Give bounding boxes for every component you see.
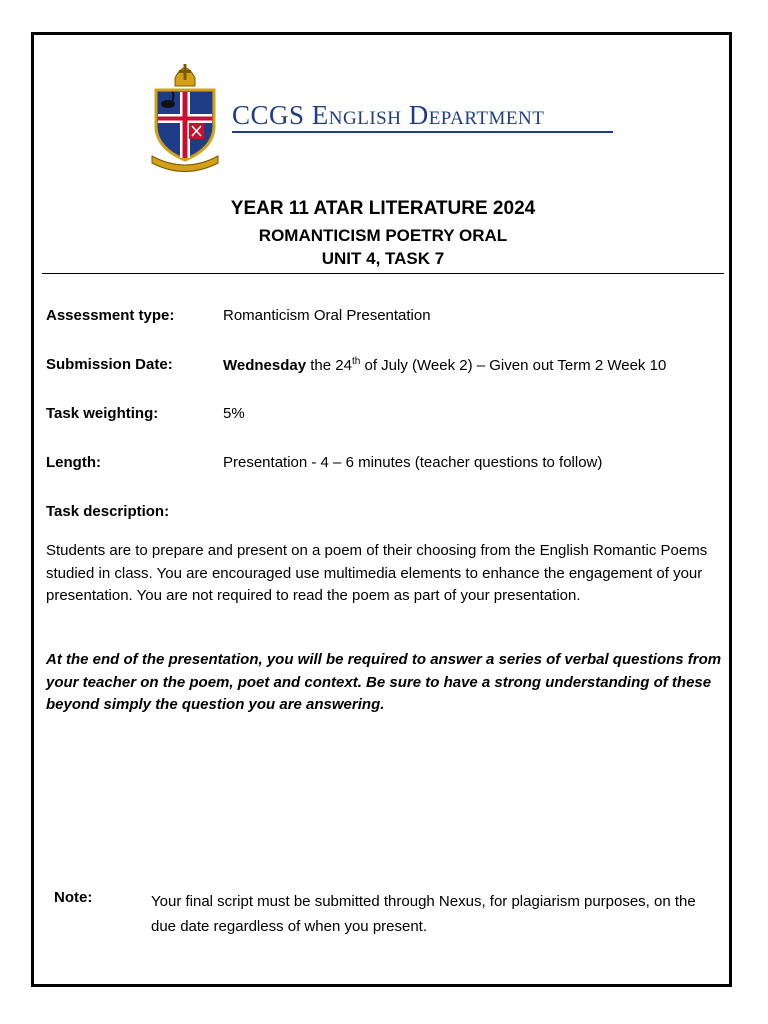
document-subtitle: ROMANTICISM POETRY ORAL <box>258 226 508 245</box>
submission-date-label: Submission Date: <box>46 356 173 373</box>
task-description-label: Task description: <box>46 503 170 520</box>
note-body: Your final script must be submitted through Nexus, for plagiarism purposes, on the due date regardless of when you present. <box>151 893 696 935</box>
department-title-rest: English Department <box>311 100 545 130</box>
length-value: Presentation - 4 – 6 minutes (teacher questions to follow) <box>223 454 603 471</box>
task-description-emphasis: At the end of the presentation, you will be required to answer a series of verbal questions from your teacher on the poem, poet and context. Be sure to have a strong understanding of these beyond simply the question you are answering. <box>46 651 722 713</box>
school-crest-logo <box>150 56 220 172</box>
department-title-underline <box>232 131 613 133</box>
department-title-first: CCGS <box>232 100 305 130</box>
task-weighting-label: Task weighting: <box>46 405 159 422</box>
header-divider <box>42 273 724 274</box>
length-label: Length: <box>46 454 101 471</box>
submission-date-post: of July (Week 2) – Given out Term 2 Week 10 <box>360 357 667 374</box>
submission-date-sup: th <box>351 356 361 367</box>
assessment-type-label: Assessment type: <box>46 307 175 324</box>
submission-date-value <box>223 356 666 374</box>
task-weighting-value: 5% <box>223 405 245 422</box>
document-title: YEAR 11 ATAR LITERATURE 2024 <box>230 198 536 219</box>
document-unit-task: UNIT 4, TASK 7 <box>321 249 445 268</box>
note-label: Note: <box>54 889 93 906</box>
assessment-type-value: Romanticism Oral Presentation <box>223 307 431 324</box>
department-title <box>232 100 544 131</box>
submission-date-pre: the 24 <box>306 357 352 374</box>
submission-day: Wednesday <box>223 357 307 374</box>
task-description-body: Students are to prepare and present on a poem of their choosing from the English Romantic Poems studied in class. You are encouraged use multimedia elements to enhance the engagement of your presentation. You are not required to read the poem as part of your presentation. <box>46 542 708 604</box>
